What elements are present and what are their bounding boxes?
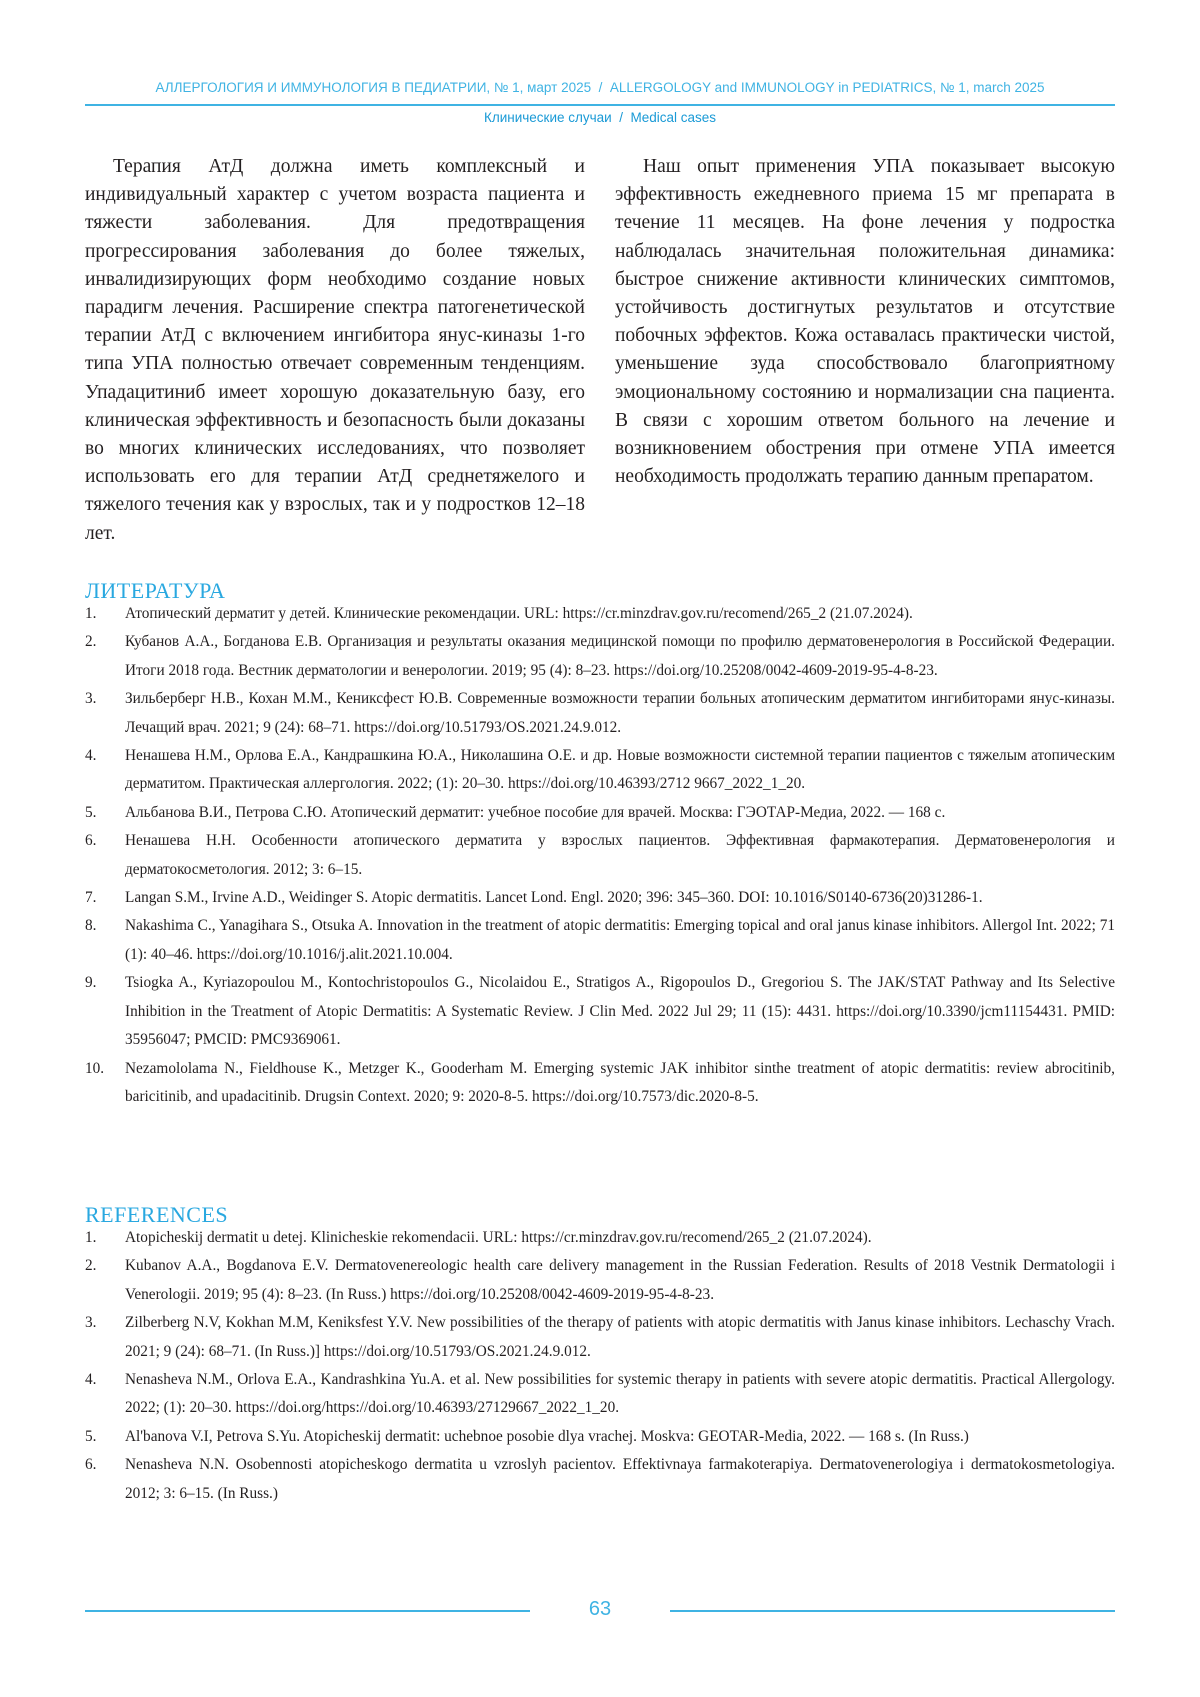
reference-item: [85, 1224, 1115, 1252]
reference-item: [85, 912, 1115, 969]
reference-item: [85, 884, 1115, 912]
reference-number: 5.: [85, 1427, 97, 1445]
reference-number: 4.: [85, 1371, 97, 1389]
reference-text: Ненашева Н.Н. Особенности атопического дерматита у взрослых пациентов. Эффективная фармакотерапия. Дерматовенерология и дерматокосметология. 2012; 3: 6–15.: [125, 832, 1115, 878]
reference-item: [85, 685, 1115, 742]
reference-item: [85, 628, 1115, 685]
reference-text: Zilberberg N.V, Kokhan M.M, Keniksfest Y.V. New possibilities of the therapy of patients with atopic dermatitis with Janus kinase inhibitors. Lechaschy Vrach. 2021; 9 (24): 68–71. (In Russ.)] https://doi.org/10.51793/OS.2021.24.9.012.: [125, 1314, 1115, 1360]
reference-item: [85, 1451, 1115, 1508]
reference-item: [85, 799, 1115, 827]
reference-text: Nakashima C., Yanagihara S., Otsuka A. Innovation in the treatment of atopic dermatitis: Emerging topical and oral janus kinase inhibitors. Allergol Int. 2022; 71 (1): 40–46. https://doi.org/10.1016/j.alit.2021.10.004.: [125, 917, 1115, 963]
reference-text: Nezamololama N., Fieldhouse K., Metzger K., Gooderham M. Emerging systemic JAK inhibitor sinthe treatment of atopic dermatitis: review abrocitinib, baricitinib, and upadacitinib. Drugsin Context. 2020; 9: 2020-8-5. https://doi.org/10.7573/dic.2020-8-5.: [125, 1059, 1115, 1105]
reference-number: 8.: [85, 917, 97, 935]
reference-number: 6.: [85, 1456, 97, 1474]
reference-text: Кубанов А.А., Богданова Е.В. Организация и результаты оказания медицинской помощи по профилю дерматовенерология в Российской Федерации. Итоги 2018 года. Вестник дерматологии и венерологии. 2019; 95 (4): 8–23. https://doi.org/10.25208/0042-4609-2019-95-4-8-23.: [125, 633, 1115, 679]
reference-number: 4.: [85, 747, 97, 765]
reference-number: 9.: [85, 974, 97, 992]
references-heading: REFERENCES: [85, 1202, 229, 1227]
reference-text: Альбанова В.И., Петрова С.Ю. Атопический дерматит: учебное пособие для врачей. Москва: ГЭОТАР-Медиа, 2022. — 168 с.: [125, 803, 946, 821]
reference-number: 2.: [85, 633, 97, 651]
reference-item: [85, 1423, 1115, 1451]
running-header: АЛЛЕРГОЛОГИЯ И ИММУНОЛОГИЯ В ПЕДИАТРИИ, № 1, март 2025 / ALLERGOLOGY and IMMUNOLOGY in PEDIATRICS, № 1, march 2025: [155, 80, 1045, 95]
reference-item: [85, 1055, 1115, 1112]
reference-text: Зильберберг Н.В., Кохан М.М., Кениксфест Ю.В. Современные возможности терапии больных атопическим дерматитом ингибиторами янус-киназы. Лечащий врач. 2021; 9 (24): 68–71. https://doi.org/10.51793/OS.2021.24.9.012.: [125, 690, 1115, 736]
reference-number: 1.: [85, 1229, 97, 1246]
reference-text: Tsiogka A., Kyriazopoulou M., Kontochristopoulos G., Nicolaidou E., Stratigos A., Rigopoulos D., Gregoriou S. The JAK/STAT Pathway and Its Selective Inhibition in the Treatment of Atopic Dermatitis: A Systematic Review. J Clin Med. 2022 Jul 29; 11 (15): 4431. https://doi.org/10.3390/jcm11154431. PMID: 35956047; PMCID: PMC9369061.: [125, 974, 1115, 1049]
literature-list: [85, 600, 1115, 1111]
reference-item: [85, 1309, 1115, 1366]
reference-item: [85, 600, 1115, 628]
reference-number: 6.: [85, 832, 97, 850]
reference-item: [85, 827, 1115, 884]
footer-line-right: [670, 1610, 1115, 1612]
reference-text: Ненашева Н.М., Орлова Е.А., Кандрашкина Ю.А., Николашина О.Е. и др. Новые возможности системной терапии пациентов с тяжелым атопическим дерматитом. Практическая аллергология. 2022; (1): 20–30. https://doi.org/10.46393/2712 9667_2022_1_20.: [125, 747, 1115, 793]
section-label: Клинические случаи / Medical cases: [483, 110, 717, 125]
reference-text: Kubanov A.A., Bogdanova E.V. Dermatovenereologic health care delivery management in the Russian Federation. Results of 2018 Vestnik Dermatologii i Venerologii. 2019; 95 (4): 8–23. (In Russ.) https://doi.org/10.25208/0042-4609-2019-95-4-8-23.: [125, 1257, 1115, 1303]
reference-number: 3.: [85, 690, 97, 708]
reference-item: [85, 1252, 1115, 1309]
reference-number: 10.: [85, 1059, 105, 1077]
body-paragraph-left: Терапия АтД должна иметь комплексный и индивидуальный характер с учетом возраста пациента и тяжести заболевания. Для предотвращения прогрессирования заболевания до более тяжелых, инвалидизирующих форм необходимо создание новых парадигм лечения. Расширение спектра патогенетической терапии АтД с включением ингибитора янус-киназы 1-го типа УПА полностью отвечает современным тенденциям. Упадацитиниб имеет хорошую доказательную базу, его клиническая эффективность и безопасность были доказаны во многих клинических исследованиях, что позволяет использовать его для терапии АтД среднетяжелого и тяжелого течения как у взрослых, так и у подростков 12–18 лет.: [85, 156, 585, 544]
reference-item: [85, 969, 1115, 1054]
reference-number: 7.: [85, 889, 97, 907]
literature-heading: ЛИТЕРАТУРА: [85, 578, 226, 603]
reference-text: Langan S.M., Irvine A.D., Weidinger S. Atopic dermatitis. Lancet Lond. Engl. 2020; 396: 345–360. DOI: 10.1016/S0140-6736(20)31286-1.: [125, 889, 983, 907]
reference-text: Nenasheva N.N. Osobennosti atopicheskogo dermatita u vzroslyh pacientov. Effektivnaya farmakoterapiya. Dermatovenerologiya i dermatokosmetologiya. 2012; 3: 6–15. (In Russ.): [125, 1456, 1115, 1502]
reference-number: 1.: [85, 605, 97, 622]
reference-item: [85, 1366, 1115, 1423]
reference-number: 5.: [85, 803, 97, 821]
reference-item: [85, 742, 1115, 799]
reference-text: Al'banova V.I, Petrova S.Yu. Atopicheskij dermatit: uchebnoe posobie dlya vrachej. Moskva: GEOTAR-Media, 2022. — 168 s. (In Russ.): [125, 1427, 969, 1445]
reference-number: 3.: [85, 1314, 97, 1332]
page-number: 63: [588, 1598, 612, 1620]
reference-text: Atopicheskij dermatit u detej. Klinicheskie rekomendacii. URL: https://cr.minzdrav.gov.ru/recomend/265_2 (21.07.2024).: [125, 1229, 872, 1246]
reference-text: Атопический дерматит у детей. Клинические рекомендации. URL: https://cr.minzdrav.gov.ru/recomend/265_2 (21.07.2024).: [125, 605, 913, 622]
header-divider: [85, 104, 1115, 106]
reference-number: 2.: [85, 1257, 97, 1275]
reference-text: Nenasheva N.M., Orlova E.A., Kandrashkina Yu.A. et al. New possibilities for systemic therapy in patients with severe atopic dermatitis. Practical Allergology. 2022; (1): 20–30. https://doi.org/https://doi.org/10.46393/27129667_2022_1_20.: [125, 1371, 1115, 1417]
body-paragraph-right: Наш опыт применения УПА показывает высокую эффективность ежедневного приема 15 мг препарата в течение 11 месяцев. На фоне лечения у подростка наблюдалась значительная положительная динамика: быстрое снижение активности клинических симптомов, устойчивость достигнутых результатов и отсутствие побочных эффектов. Кожа оставалась практически чистой, уменьшение зуда способствовало благоприятному эмоциональному состоянию и нормализации сна пациента. В связи с хорошим ответом больного на лечение и возникновением обострения при отмене УПА имеется необходимость продолжать терапию данным препаратом.: [615, 156, 1115, 488]
references-list: [85, 1224, 1115, 1508]
